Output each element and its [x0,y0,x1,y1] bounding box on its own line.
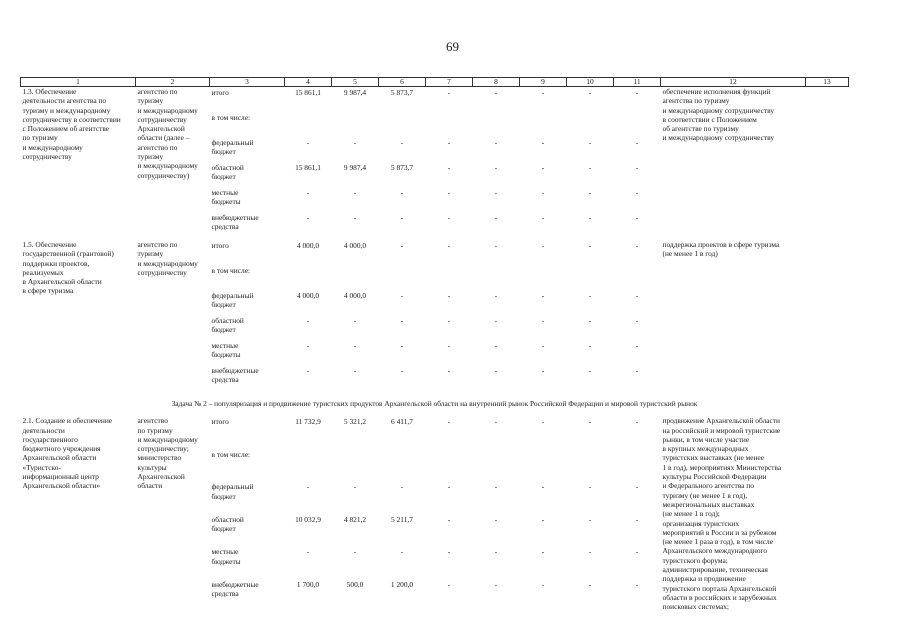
funding-value: - [635,88,639,97]
funding-value: - [447,213,451,222]
column-13-cell [806,87,849,238]
funding-value: 4 821,2 [343,514,367,524]
funding-value [614,449,661,482]
measure-name: 1.5. Обеспечение государственной (грантовой) поддержки проектов, реализуемых в Архангельской области в сфере туризма [22,240,114,296]
column-header-9: 9 [520,78,567,87]
funding-value [285,449,332,482]
funding-value: 15 861,1 [295,163,321,172]
funding-value: - [400,291,404,300]
funding-source: федеральный бюджет [211,291,254,310]
funding-value: - [306,366,310,375]
funding-value: - [494,316,498,325]
funding-value: - [494,138,498,147]
funding-source: федеральный бюджет [211,138,254,157]
funding-value: - [635,188,639,197]
funding-value [426,449,473,482]
funding-value: - [447,579,451,589]
expected-result: поддержка проектов в сфере туризма (не менее 1 в год) [662,240,780,259]
funding-value: - [306,341,310,350]
table-row [21,87,849,113]
funding-value: - [541,188,545,197]
funding-value: 10 032,9 [295,514,321,524]
funding-value: - [494,88,498,97]
funding-value: - [541,138,545,147]
funding-value: - [635,341,639,350]
column-header-10: 10 [567,78,614,87]
funding-value: - [447,366,451,375]
column-header-12: 12 [661,78,806,87]
column-header-5: 5 [332,78,379,87]
funding-value [520,265,567,290]
funding-value: - [541,579,545,589]
table-row [21,240,849,265]
funding-source: итого [211,241,229,250]
funding-value: - [306,482,310,492]
funding-source: итого [211,88,229,97]
funding-value: - [447,88,451,97]
funding-value: - [400,366,404,375]
funding-value: - [541,241,545,250]
funding-value: - [588,366,592,375]
funding-value: - [635,547,639,557]
funding-value: - [635,291,639,300]
funding-value: - [306,316,310,325]
funding-value: - [447,163,451,172]
block-gap-cell [21,612,849,615]
funding-value: - [635,213,639,222]
funding-source: в том числе: [211,113,251,122]
funding-value: - [353,547,357,557]
funding-value: - [447,341,451,350]
funding-value: - [541,88,545,97]
funding-value: 9 987,4 [343,88,367,97]
funding-value [285,112,332,137]
funding-value [332,449,379,482]
funding-value: - [400,482,404,492]
funding-value [379,112,426,137]
funding-value: - [494,213,498,222]
funding-value: - [541,417,545,427]
funding-value: 5 211,7 [391,514,413,524]
funding-value: - [541,291,545,300]
funding-value: - [400,213,404,222]
funding-value [567,449,614,482]
funding-value: 4 000,0 [343,291,367,300]
funding-value: 1 700,0 [296,579,320,589]
funding-value: - [353,316,357,325]
funding-value: - [353,482,357,492]
funding-value: - [494,366,498,375]
block-gap [21,612,849,615]
funding-value: - [494,482,498,492]
funding-value: - [447,188,451,197]
task-title: Задача № 2 – популяризация и продвижение туристских продуктов Архангельской области на внутренний рынок Российской Федерации и мировой туристский рынок [171,399,698,408]
funding-value: - [400,316,404,325]
funding-value: - [494,188,498,197]
funding-source: итого [211,417,229,427]
funding-value [567,112,614,137]
funding-value [332,112,379,137]
funding-value: - [541,316,545,325]
funding-value: - [635,241,639,250]
funding-value: - [400,547,404,557]
funding-value: - [400,341,404,350]
funding-value: - [588,579,592,589]
funding-value: - [541,163,545,172]
measure-name: 2.1. Создание и обеспечение деятельности государственного бюджетного учреждения Архангельской области «Туристско- информационный центр Архангельской области» [22,416,113,491]
funding-value: - [635,366,639,375]
funding-value [614,265,661,290]
funding-value: - [588,514,592,524]
funding-value: - [447,417,451,427]
funding-value: 4 000,0 [343,241,367,250]
funding-value: - [588,547,592,557]
funding-value: - [588,213,592,222]
funding-value: - [541,341,545,350]
funding-value [614,112,661,137]
funding-value [426,265,473,290]
column-header-13: 13 [806,78,849,87]
funding-value [520,112,567,137]
funding-value [473,265,520,290]
funding-value: - [541,482,545,492]
funding-value: - [447,241,451,250]
column-13-cell [806,416,849,611]
funding-value [379,265,426,290]
funding-value: - [447,138,451,147]
program-table [20,77,849,615]
funding-value: - [494,341,498,350]
funding-value [332,265,379,290]
funding-value: 5 321,2 [343,417,367,427]
funding-source: областной бюджет [211,514,244,534]
funding-value [285,265,332,290]
funding-source: федеральный бюджет [211,482,254,501]
funding-source: внебюджетные средства [211,366,259,385]
measure-name: 1.3. Обеспечение деятельности агентства по туризму и международному сотрудничеству в соответствии с Положением об агентстве по туризму и международному сотрудничеству [22,87,121,162]
funding-value: - [447,547,451,557]
funding-value: - [588,316,592,325]
funding-value: - [588,417,592,427]
funding-value: - [635,579,639,589]
column-header-4: 4 [285,78,332,87]
funding-value: - [353,341,357,350]
funding-value: - [635,482,639,492]
funding-value: - [635,163,639,172]
funding-value [379,449,426,482]
funding-value: - [306,188,310,197]
task-row [21,393,849,416]
funding-value: 5 873,7 [390,163,414,172]
funding-value: - [494,163,498,172]
funding-value: - [588,88,592,97]
expected-result: обеспечение исполнения функций агентства по туризму и международному сотрудничеству в соответствии с Положением об агентстве по туризму и международному сотрудничеству [662,87,775,143]
funding-value: - [353,366,357,375]
funding-value: - [588,163,592,172]
funding-source: в том числе: [211,449,251,459]
page-number: 69 [446,39,459,54]
table-header [21,78,849,87]
funding-value: - [494,291,498,300]
funding-source: местные бюджеты [211,547,241,566]
column-header-7: 7 [426,78,473,87]
funding-value: - [494,514,498,524]
funding-value: - [306,138,310,147]
funding-value: - [635,138,639,147]
table-row [21,416,849,449]
column-header-8: 8 [473,78,520,87]
column-13-cell [806,240,849,390]
funding-value: - [494,547,498,557]
funding-value: - [494,417,498,427]
funding-value: - [400,138,404,147]
funding-value: 5 873,7 [390,88,414,97]
funding-value: - [541,514,545,524]
funding-value: 1 200,0 [390,579,414,589]
funding-value: - [447,316,451,325]
column-header-2: 2 [136,78,210,87]
column-header-3: 3 [210,78,285,87]
funding-value [520,449,567,482]
funding-source: областной бюджет [211,316,244,335]
funding-value: - [306,547,310,557]
funding-value: - [306,213,310,222]
funding-value: 15 861,1 [295,88,321,97]
funding-value: - [400,188,404,197]
measure-executor: агентство по туризму и международному сотрудничеству Архангельской области (далее – агентство по туризму и международному сотрудничеству) [137,87,198,180]
funding-value: - [494,241,498,250]
funding-value: - [353,188,357,197]
expected-result: продвижение Архангельской области на российский и мировой туристские рынки, в том числе участие в крупных международных туристских выставках (не менее 1 в год), мероприятиях Министерства культуры Российской Федерации и Федерального агентства по туризму (не менее 1 в год), межрегиональных выставках (не менее 1 в год); организация туристских мероприятий в России и за рубежом (не менее 1 раза в год), в том числе Архангельского международного туристского форума; администрирование, техническая поддержка и продвижение туристского портала Архангельской области в российских и зарубежных поисковых системах; [662,416,782,612]
funding-source: в том числе: [211,266,251,275]
funding-value: - [588,138,592,147]
funding-value: - [588,291,592,300]
funding-value: 4 000,0 [296,291,320,300]
column-header-6: 6 [379,78,426,87]
funding-value: - [400,241,404,250]
funding-value: - [635,316,639,325]
funding-value [473,449,520,482]
funding-value: - [541,366,545,375]
funding-value: - [447,514,451,524]
funding-source: местные бюджеты [211,188,241,207]
funding-value: - [588,188,592,197]
funding-value [567,265,614,290]
funding-source: внебюджетные средства [211,213,259,232]
funding-value: - [494,579,498,589]
funding-value: - [541,213,545,222]
funding-source: областной бюджет [211,163,244,182]
funding-value [426,112,473,137]
funding-value: 6 411,7 [391,417,413,427]
measure-executor: агентство по туризму и международному сотрудничеству [137,240,198,277]
measure-executor: агентство по туризму и международному сотрудничеству; министерство культуры Архангельской области [137,416,198,491]
funding-value [473,112,520,137]
funding-source: местные бюджеты [211,341,241,360]
funding-value: 9 987,4 [343,163,367,172]
funding-value: - [635,514,639,524]
funding-value: - [447,291,451,300]
funding-value: - [353,138,357,147]
funding-value: - [588,341,592,350]
funding-source: внебюджетные средства [211,579,259,599]
funding-value: - [447,482,451,492]
funding-value: 11 732,9 [295,417,321,427]
funding-value: - [635,417,639,427]
column-header-11: 11 [614,78,661,87]
funding-value: 4 000,0 [296,241,320,250]
funding-value: 500,0 [346,579,364,589]
funding-value: - [541,547,545,557]
funding-value: - [588,241,592,250]
funding-value: - [353,213,357,222]
funding-value: - [588,482,592,492]
column-header-1: 1 [21,78,136,87]
